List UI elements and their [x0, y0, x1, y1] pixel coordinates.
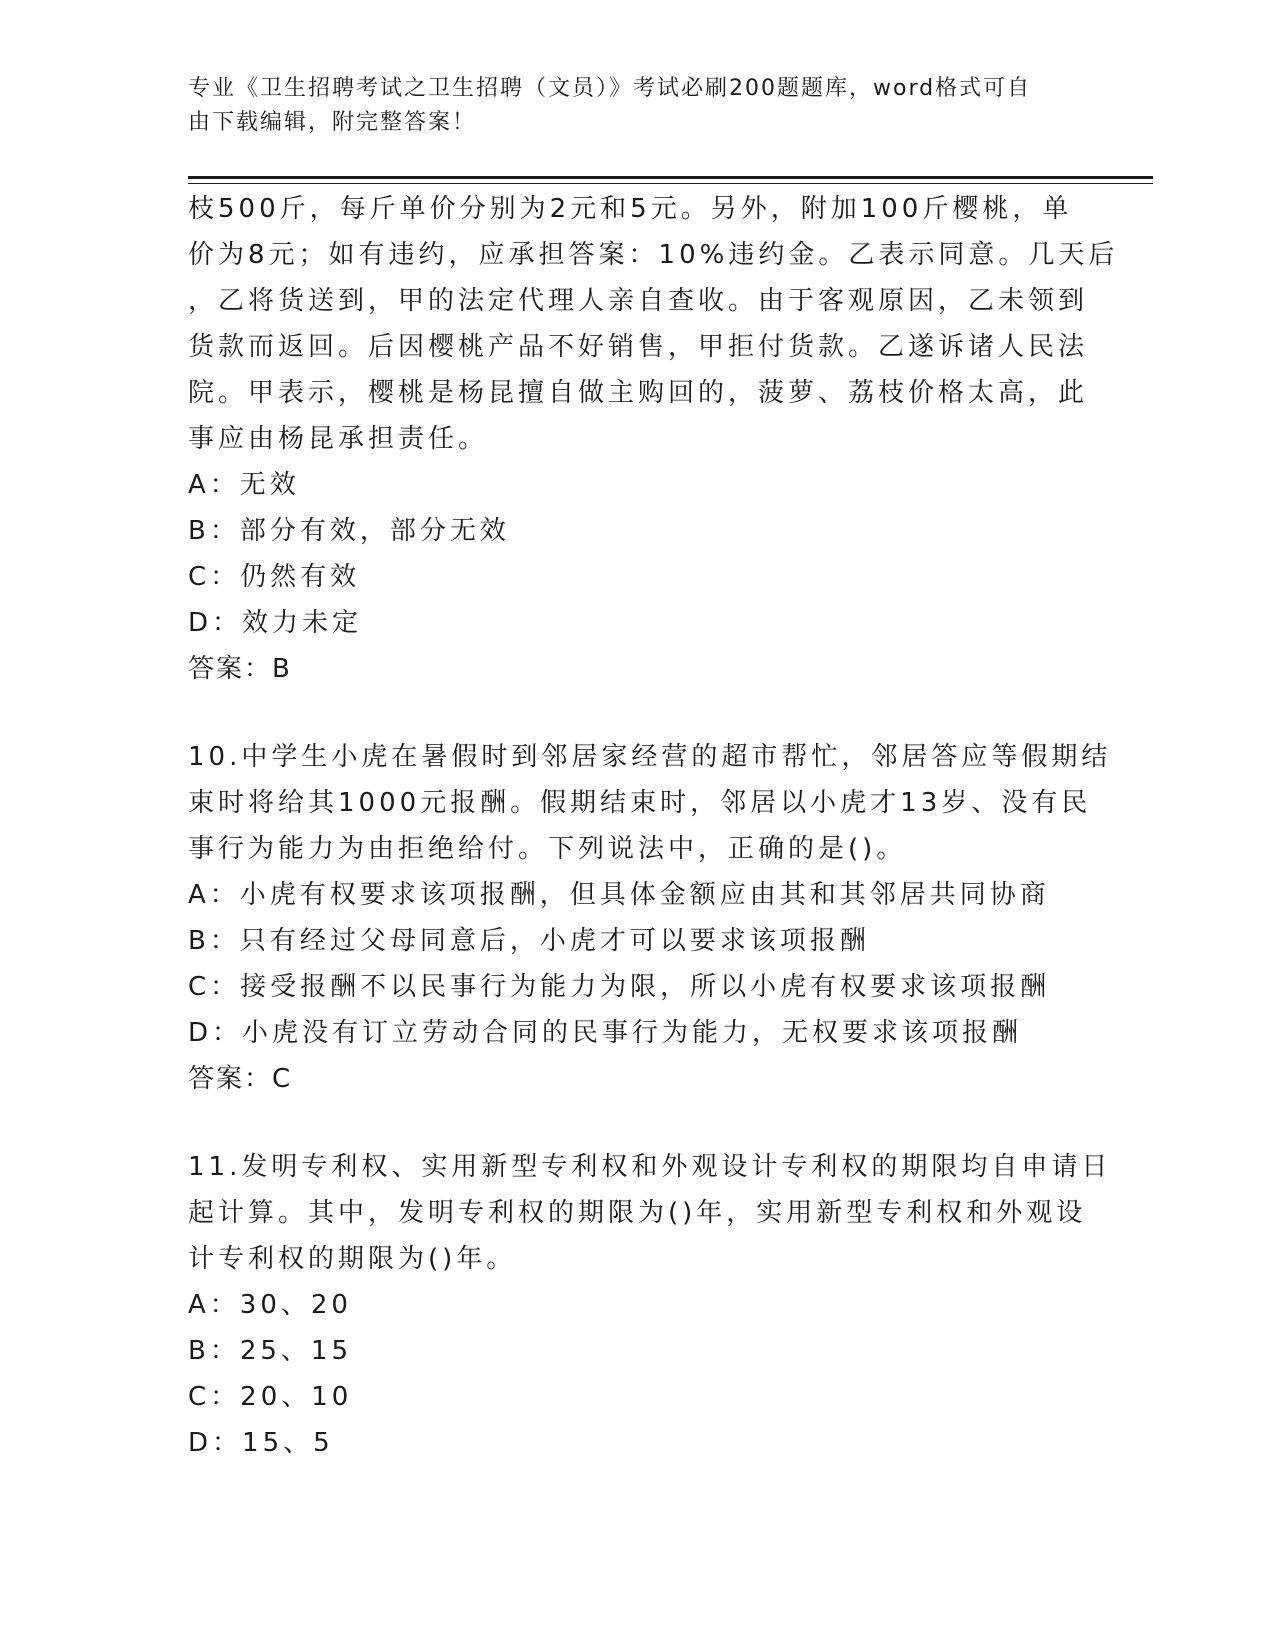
- question-11-text-line: 起计算。其中，发明专利权的期限为()年，实用新型专利权和外观设: [188, 1198, 1087, 1228]
- question-9-option-d: D：效力未定: [188, 608, 363, 638]
- spacer: [188, 1102, 1088, 1144]
- header-rule-thick: [188, 176, 1153, 179]
- question-9-text-line: 院。甲表示，樱桃是杨昆擅自做主购回的，菠萝、荔枝价格太高，此: [188, 378, 1089, 408]
- question-9-option-a: A：无效: [188, 470, 300, 500]
- question-9-block: [188, 186, 1119, 692]
- question-10-option-c: C：接受报酬不以民事行为能力为限，所以小虎有权要求该项报酬: [188, 972, 1051, 1002]
- question-11-option-d: D：15、5: [188, 1428, 334, 1458]
- question-10-answer: 答案：C: [188, 1064, 293, 1094]
- question-9-text-line: 价为8元；如有违约，应承担答案：10%违约金。乙表示同意。几天后: [188, 240, 1119, 270]
- question-10-block: [188, 734, 1112, 1102]
- question-9-text-line: ，乙将货送到，甲的法定代理人亲自查收。由于客观原因，乙未领到: [188, 286, 1089, 316]
- question-9-text-line: 货款而返回。后因樱桃产品不好销售，甲拒付货款。乙遂诉诸人民法: [188, 332, 1089, 362]
- document-body: [188, 186, 1119, 1466]
- question-10-option-d: D：小虎没有订立劳动合同的民事行为能力，无权要求该项报酬: [188, 1018, 1023, 1048]
- question-11-block: [188, 1144, 1112, 1466]
- question-9-answer: 答案：B: [188, 654, 292, 684]
- question-11-option-b: B：25、15: [188, 1336, 353, 1366]
- question-11-text-line: 11.发明专利权、实用新型专利权和外观设计专利权的期限均自申请日: [188, 1152, 1112, 1182]
- header-title-line-1: 专业《卫生招聘考试之卫生招聘（文员）》考试必刷200题题库，word格式可自: [188, 76, 1032, 101]
- spacer: [188, 692, 1088, 734]
- question-10-text-line: 束时将给其1000元报酬。假期结束时，邻居以小虎才13岁、没有民: [188, 788, 1092, 818]
- question-11-text-line: 计专利权的期限为()年。: [188, 1244, 517, 1274]
- question-11-option-c: C：20、10: [188, 1382, 353, 1412]
- question-10-option-a: A：小虎有权要求该项报酬，但具体金额应由其和其邻居共同协商: [188, 880, 1050, 910]
- question-10-text-line: 事行为能力为由拒绝给付。下列说法中，正确的是()。: [188, 834, 907, 864]
- header-rule-thin: [188, 183, 1153, 184]
- document-header: [188, 72, 1088, 140]
- question-10-text-line: 10.中学生小虎在暑假时到邻居家经营的超市帮忙，邻居答应等假期结: [188, 742, 1112, 772]
- question-9-option-c: C：仍然有效: [188, 562, 361, 592]
- question-9-text-line: 事应由杨昆承担责任。: [188, 424, 489, 454]
- question-9-option-b: B：部分有效，部分无效: [188, 516, 510, 546]
- question-11-option-a: A：30、20: [188, 1290, 352, 1320]
- question-9-text-line: 枝500斤，每斤单价分别为2元和5元。另外，附加100斤樱桃，单: [188, 194, 1073, 224]
- question-10-option-b: B：只有经过父母同意后，小虎才可以要求该项报酬: [188, 926, 870, 956]
- header-title-line-2: 由下载编辑，附完整答案！: [188, 110, 477, 135]
